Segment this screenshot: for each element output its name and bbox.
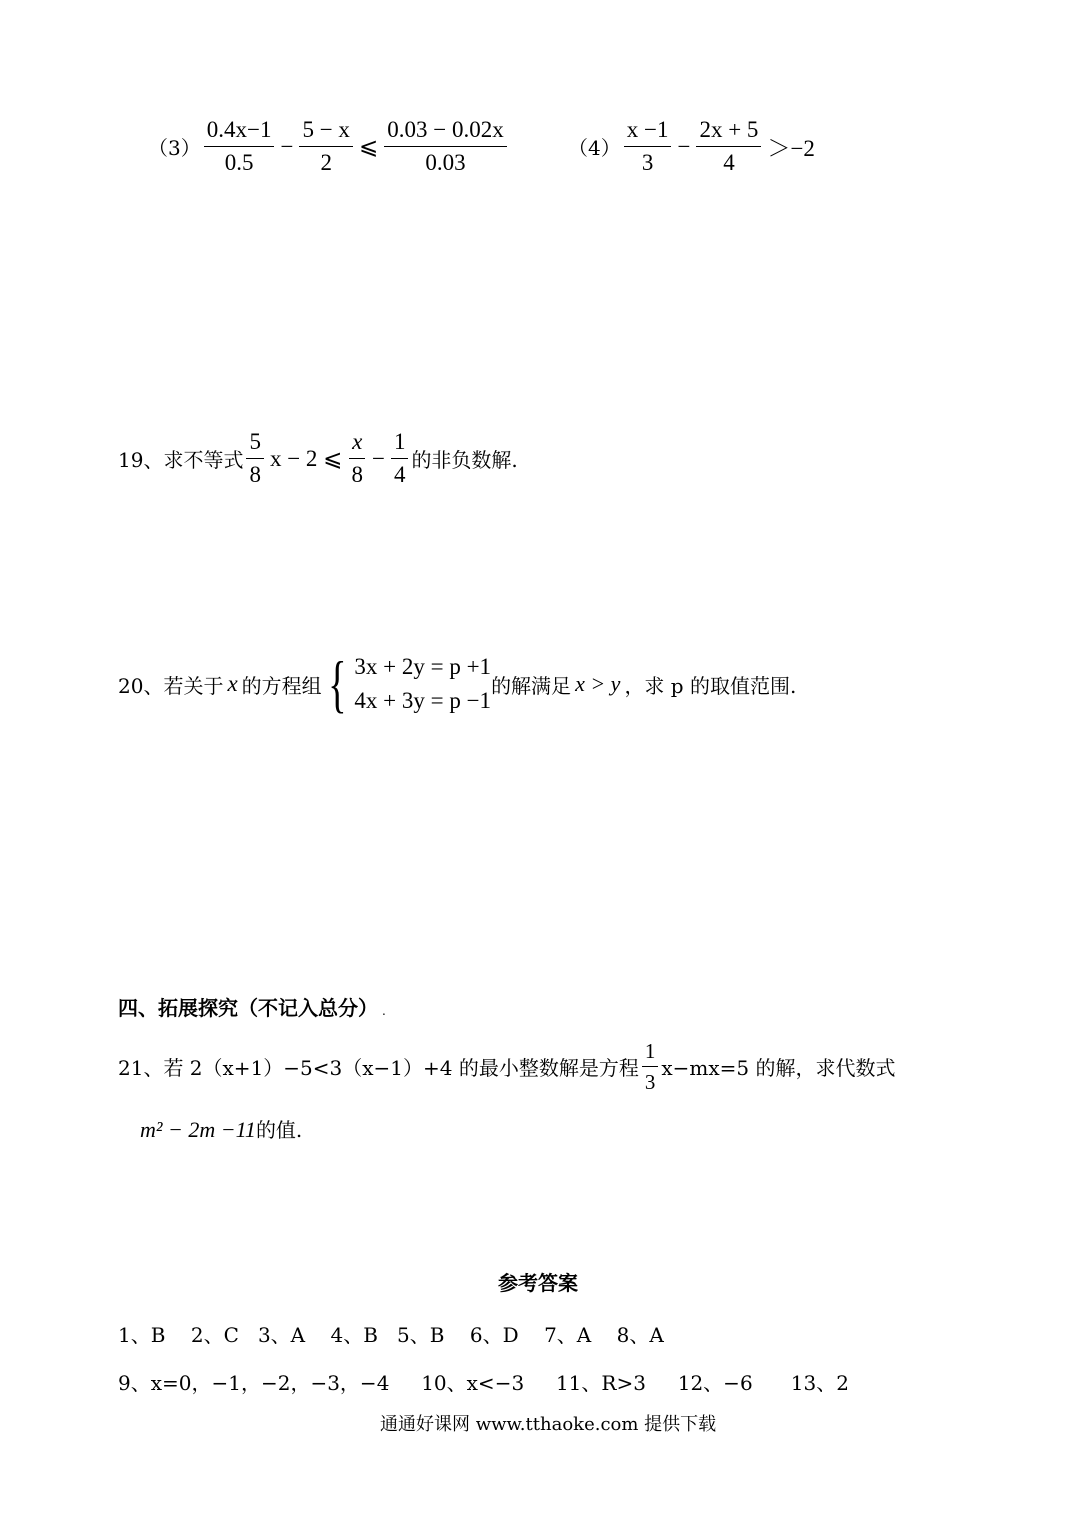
q21-expression: m² − 2m −11 — [140, 1117, 256, 1142]
q20-eq2: 4x + 3y = p −1 — [354, 688, 492, 713]
brace-glyph: { — [327, 648, 347, 719]
q18-part4-frac2: $\frac{2x + 5}{4}$ — [696, 118, 761, 175]
q19-frac1: $\frac{5}{8}$ — [246, 430, 264, 487]
q20-condition: x > y — [575, 671, 621, 696]
q18-part4: （4） $\frac{x -1}{3}$ − $\frac{2x + 5}{4}$ ＞−2 — [568, 117, 815, 176]
q18-part3-label: （3） — [148, 136, 201, 161]
q18-part3-frac1: $\frac{0.4x-1}{0.5}$ — [204, 118, 275, 175]
answers-line-2: 9、x=0，−1，−2，−3，−4 10、x<−3 11、R>3 12、−6 13、2 — [118, 1371, 849, 1395]
q19-frac2: $\frac{x}{8}$ — [348, 430, 366, 487]
q18-part3-frac3: $\frac{0.03 - 0.02x}{0.03}$ — [384, 118, 506, 175]
q20-eq1: 3x + 2y = p +1 — [354, 654, 492, 679]
question-21-line2: m² − 2m −11的值. — [140, 1117, 303, 1142]
q18-part3-frac2: $\frac{5 - x}{2}$ — [299, 118, 352, 175]
q19-frac3: $\frac{1}{4}$ — [391, 430, 409, 487]
q18-part4-frac1: $\frac{x -1}{3}$ — [624, 118, 672, 175]
answers-line-1: 1、B 2、C 3、A 4、B 5、B 6、D 7、A 8、A — [118, 1323, 664, 1347]
question-19: 19、求不等式 $\frac{5}{8}$ x − 2 ⩽ $\frac{x}{8}$ − $\frac{1}{4}$ 的非负数解. — [118, 429, 518, 488]
question-21: 21、若 2（x+1）−5<3（x−1）+4 的最小整数解是方程 $\frac{1}{3}$ x−mx=5 的解，求代数式 — [118, 1039, 896, 1095]
q18-part4-label: （4） — [568, 136, 621, 161]
footer: 通通好课网 www.tthaoke.com 提供下载 — [380, 1414, 717, 1435]
answers-title: 参考答案 — [498, 1271, 578, 1295]
question-20: 20、若关于 x 的方程组 { 3x + 2y = p +1 4x + 3y = p −1 的解满足 x > y ，求 p 的取值范围. — [118, 648, 797, 719]
section-4-title: 四、拓展探究（不记入总分） . — [118, 996, 386, 1020]
q21-frac: $\frac{1}{3}$ — [642, 1040, 659, 1093]
q20-equation-system — [322, 650, 491, 718]
q18-part3: （3） $\frac{0.4x-1}{0.5}$ − $\frac{5 - x}{2}$ ⩽ $\frac{0.03 - 0.02x}{0.03}$ — [148, 118, 510, 175]
